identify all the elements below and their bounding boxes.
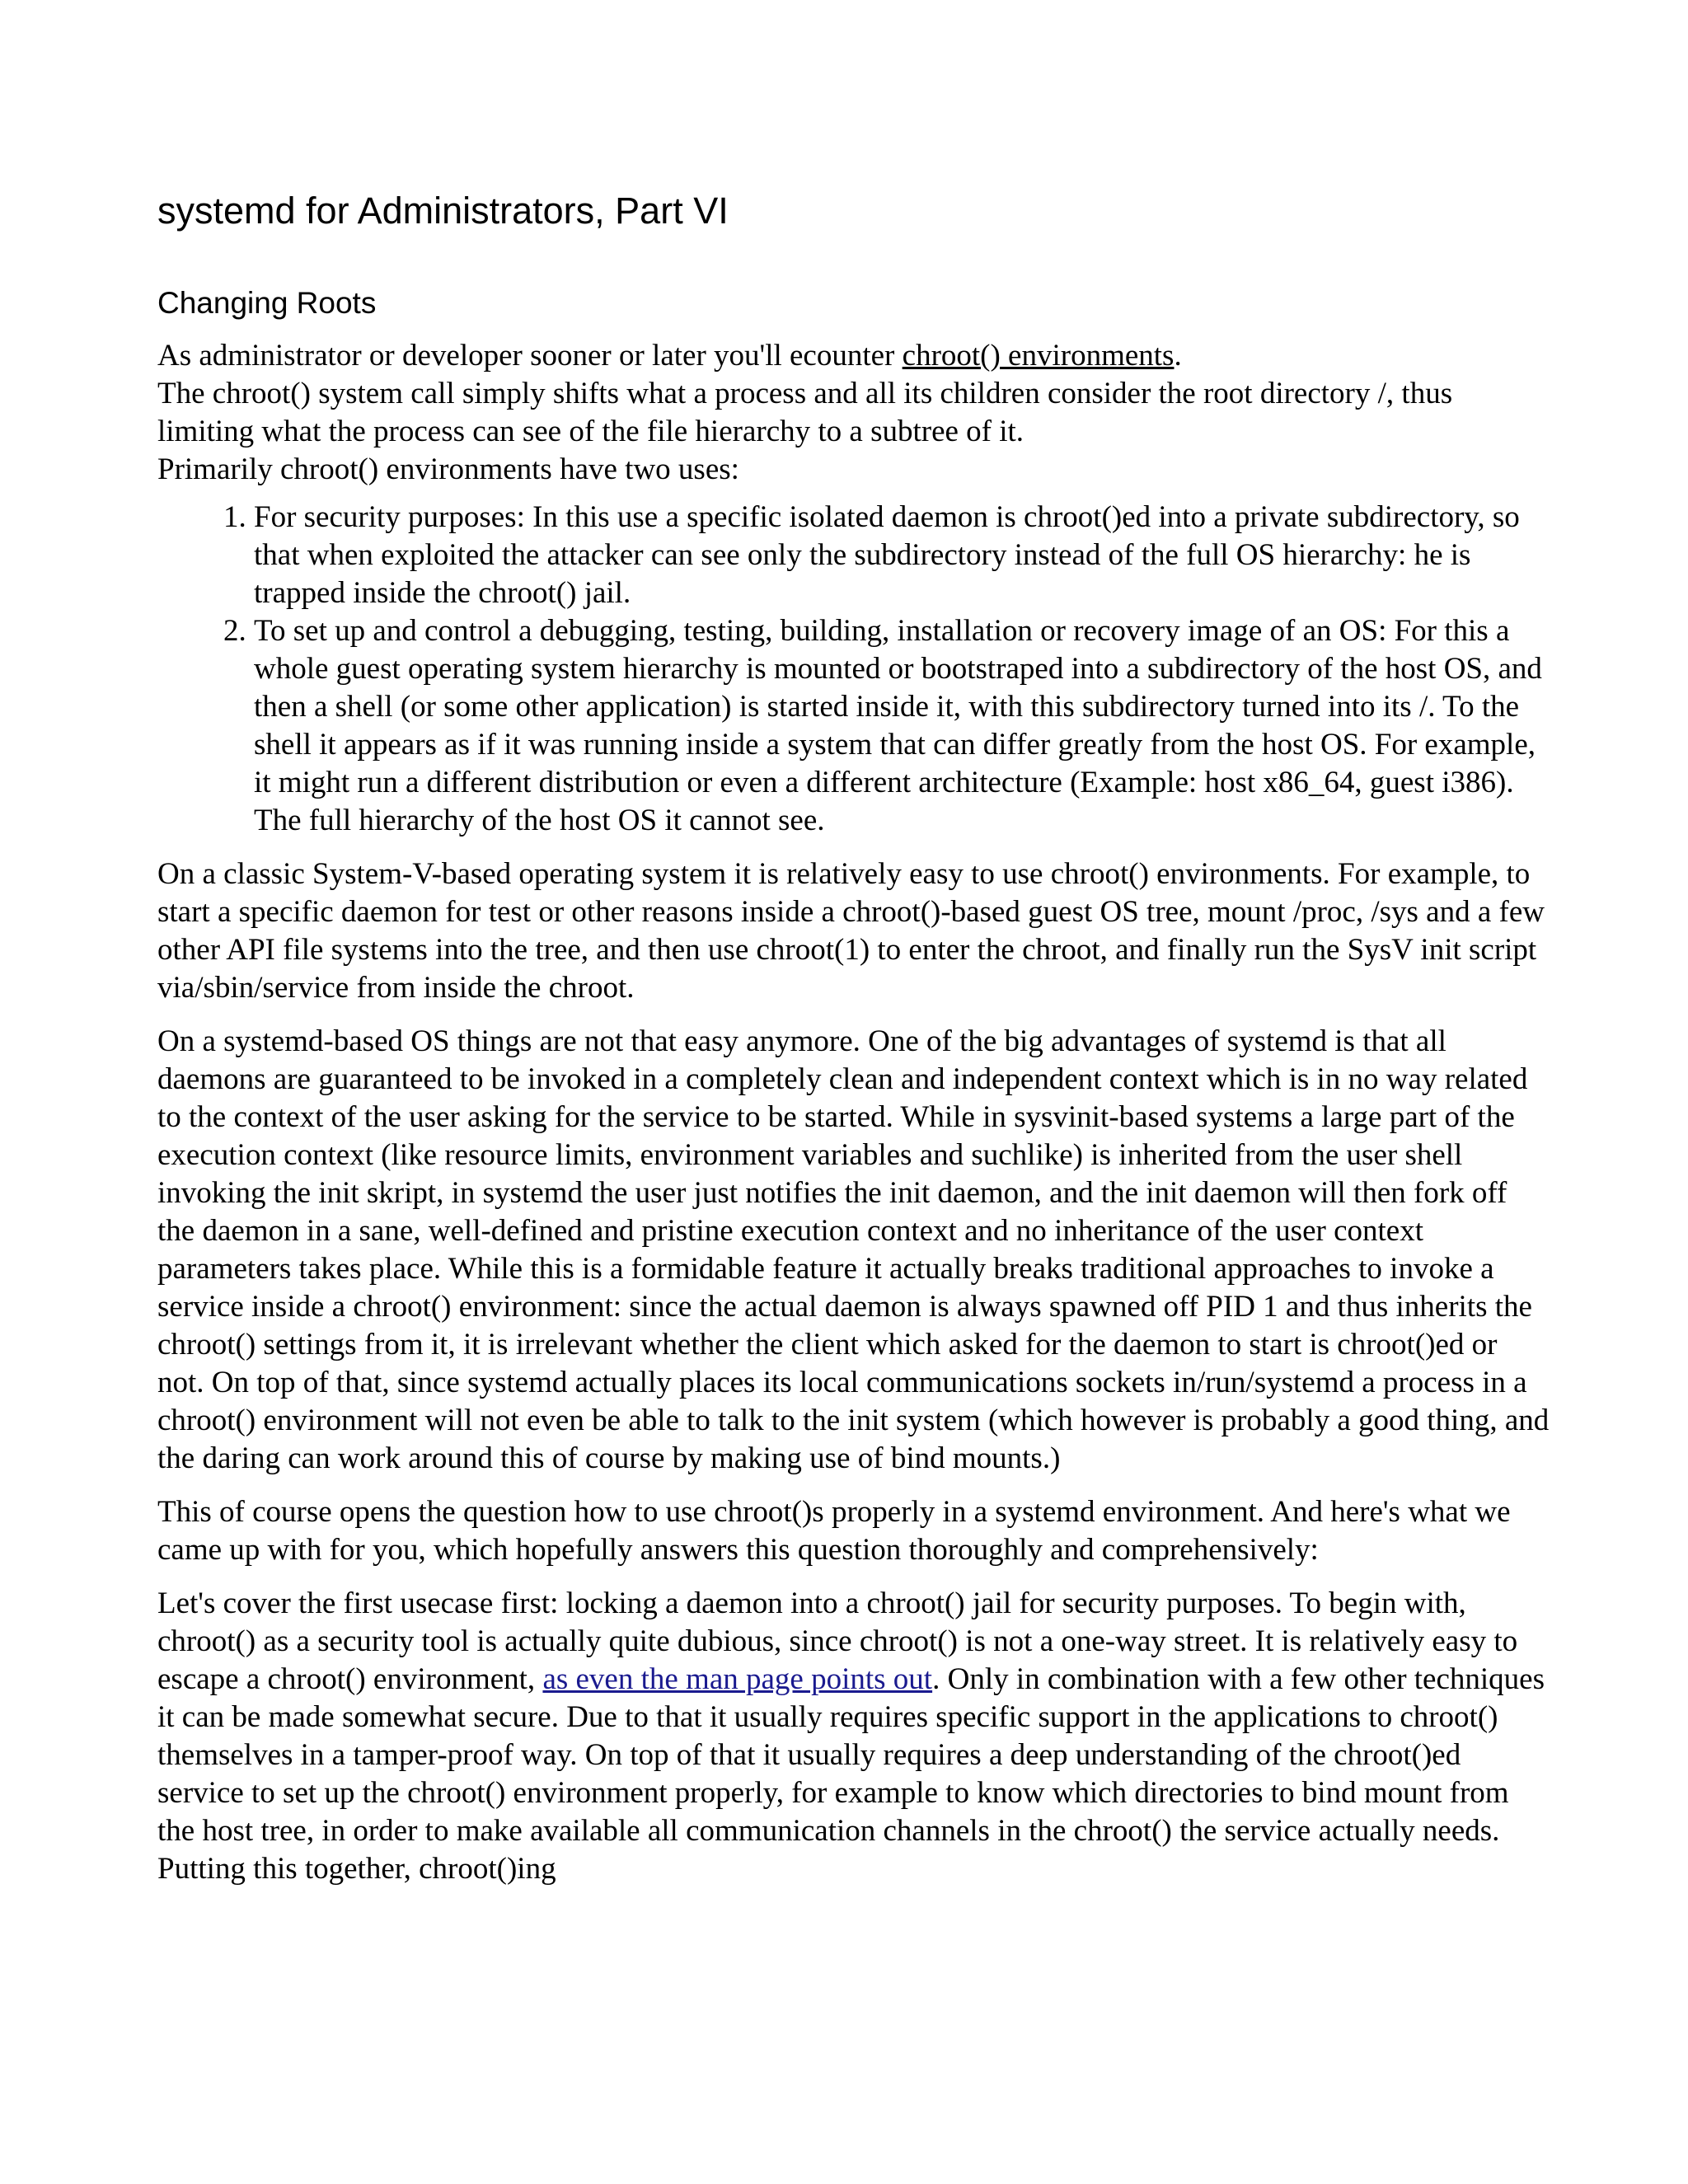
- chroot-environments-link[interactable]: chroot() environments: [902, 339, 1175, 373]
- page-title: systemd for Administrators, Part VI: [157, 190, 729, 232]
- list-item: 1. For security purposes: In this use a specific isolated daemon is chroot()ed into a private subdirectory, so that when exploited the attacker can see only the subdirectory instead of the full OS hierarchy: he is trapped inside the chroot() jail.: [254, 499, 1550, 612]
- paragraph-first-usecase: [157, 1585, 1550, 1888]
- article-body: [157, 337, 1550, 1888]
- paragraph-question: This of course opens the question how to use chroot()s properly in a systemd environment. And here's what we came up with for you, which hopefully answers this question thoroughly and comprehensively:: [157, 1495, 1511, 1567]
- intro-line-2: The chroot() system call simply shifts what a process and all its children consider the root directory /, thus limiting what the process can see of the file hierarchy to a subtree of it.: [157, 377, 1453, 448]
- paragraph-sysv: On a classic System-V-based operating system it is relatively easy to use chroot() environments. For example, to start a specific daemon for test or other reasons inside a chroot()-based guest OS tree, mount /proc, /sys and a few other API file systems into the tree, and then use chroot(1) to enter the chroot, and finally run the SysV init script via/sbin/service from inside the chroot.: [157, 857, 1545, 1005]
- intro-line-1-text: As administrator or developer sooner or later you'll ecounter: [157, 339, 903, 373]
- paragraph-first-usecase-rest: . Only in combination with a few other techniques it can be made somewhat secure. Due to that it usually requires specific support in the applications to chroot() themselves in a tamper-proof way. On top of that it usually requires a deep understanding of the chroot()ed service to set up the chroot() environment properly, for example to know which directories to bind mount from the host tree, in order to make available all communication channels in the chroot() the service actually needs. Putting this together, chroot()ing: [157, 1662, 1545, 1886]
- section-heading: Changing Roots: [157, 286, 377, 320]
- intro-line-3: Primarily chroot() environments have two uses:: [157, 452, 739, 486]
- intro-line-1-end: .: [1174, 339, 1182, 373]
- paragraph-first-usecase-text: Let's cover the first usecase first: locking a daemon into a chroot() jail for security purposes. To begin with, chroot() as a security tool is actually quite dubious, since chroot() is not a one-way street. It is relatively easy to escape a chroot() environment,: [157, 1586, 1518, 1696]
- man-page-link[interactable]: as even the man page points out: [542, 1662, 933, 1696]
- list-item: 2. To set up and control a debugging, testing, building, installation or recovery image of an OS: For this a whole guest operating system hierarchy is mounted or bootstraped into a subdirectory of the host OS, and then a shell (or some other application) is started inside it, with this subdirectory turned into its /. To the shell it appears as if it was running inside a system that can differ greatly from the host OS. For example, it might run a different distribution or even a different architecture (Example: host x86_64, guest i386). The full hierarchy of the host OS it cannot see.: [254, 612, 1550, 840]
- uses-list: [157, 499, 1550, 840]
- paragraph-systemd: On a systemd-based OS things are not that easy anymore. One of the big advantages of systemd is that all daemons are guaranteed to be invoked in a completely clean and independent context which is in no way related to the context of the user asking for the service to be started. While in sysvinit-based systems a large part of the execution context (like resource limits, environment variables and suchlike) is inherited from the user shell invoking the init skript, in systemd the user just notifies the init daemon, and the init daemon will then fork off the daemon in a sane, well-defined and pristine execution context and no inheritance of the user context parameters takes place. While this is a formidable feature it actually breaks traditional approaches to invoke a service inside a chroot() environment: since the actual daemon is always spawned off PID 1 and thus inherits the chroot() settings from it, it is irrelevant whether the client which asked for the daemon to start is chroot()ed or not. On top of that, since systemd actually places its local communications sockets in/run/systemd a process in a chroot() environment will not even be able to talk to the init system (which however is probably a good thing, and the daring can work around this of course by making use of bind mounts.): [157, 1024, 1550, 1475]
- intro-line-1: [157, 337, 1550, 375]
